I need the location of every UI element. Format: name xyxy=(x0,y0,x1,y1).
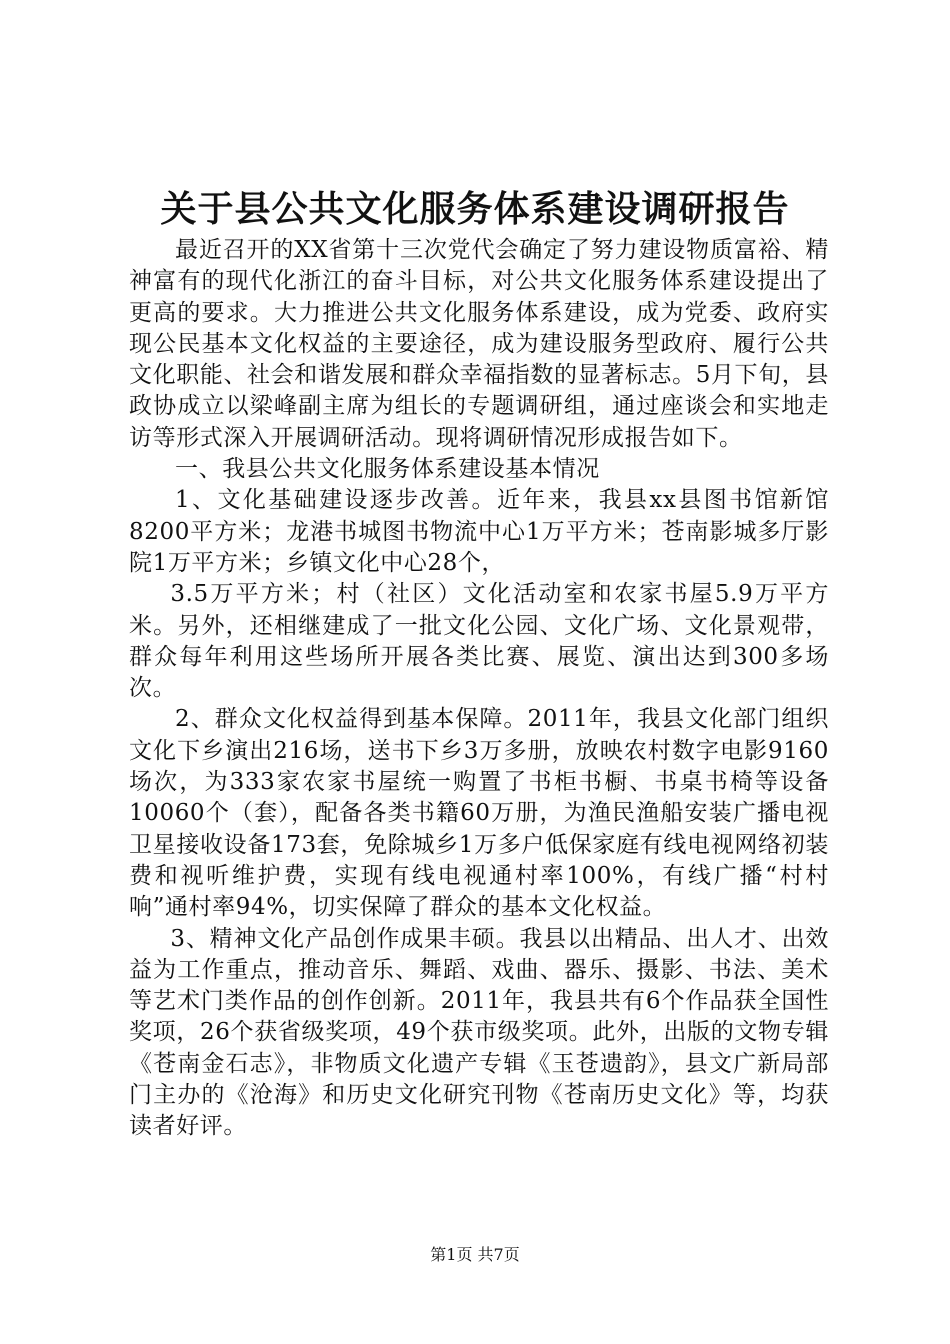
page-number-footer: 第1页 共7页 xyxy=(430,1245,520,1264)
item-1-paragraph: 1、文化基础建设逐步改善。近年来，我县xx县图书馆新馆8200平方米；龙港书城图书物流中心1万平方米；苍南影城多厅影院1万平方米；乡镇文化中心28个， xyxy=(129,487,829,576)
item-3-paragraph: 3、精神文化产品创作成果丰硕。我县以出精品、出人才、出效益为工作重点，推动音乐、舞蹈、戏曲、器乐、摄影、书法、美术等艺术门类作品的创作创新。2011年，我县共有6个作品获全国性奖项，26个获省级奖项，49个获市级奖项。此外，出版的文物专辑《苍南金石志》，非物质文化遗产专辑《玉苍遗韵》，县文广新局部门主办的《沧海》和历史文化研究刊物《苍南历史文化》等，均获读者好评。 xyxy=(129,925,829,1140)
item-2-paragraph: 2、群众文化权益得到基本保障。2011年，我县文化部门组织文化下乡演出216场，送书下乡3万多册，放映农村数字电影9160场次，为333家农家书屋统一购置了书柜书橱、书桌书椅等设备10060个（套），配备各类书籍60万册，为渔民渔船安装广播电视卫星接收设备173套，免除城乡1万多户低保家庭有线电视网络初装费和视听维护费，实现有线电视通村率100%，有线广播“村村响”通村率94%，切实保障了群众的基本文化权益。 xyxy=(129,706,829,921)
section-heading: 一、我县公共文化服务体系建设基本情况 xyxy=(175,456,600,483)
document-title: 关于县公共文化服务体系建设调研报告 xyxy=(160,188,790,230)
document-body xyxy=(129,235,829,1143)
intro-paragraph: 最近召开的XX省第十三次党代会确定了努力建设物质富裕、精神富有的现代化浙江的奋斗目标，对公共文化服务体系建设提出了更高的要求。大力推进公共文化服务体系建设，成为党委、政府实现公民基本文化权益的主要途径，成为建设服务型政府、履行公共文化职能、社会和谐发展和群众幸福指数的显著标志。5月下旬，县政协成立以梁峰副主席为组长的专题调研组，通过座谈会和实地走访等形式深入开展调研活动。现将调研情况形成报告如下。 xyxy=(129,237,829,451)
item-1-continuation-paragraph: 3.5万平方米；村（社区）文化活动室和农家书屋5.9万平方米。另外，还相继建成了一批文化公园、文化广场、文化景观带，群众每年利用这些场所开展各类比赛、展览、演出达到300多场次。 xyxy=(129,581,829,702)
